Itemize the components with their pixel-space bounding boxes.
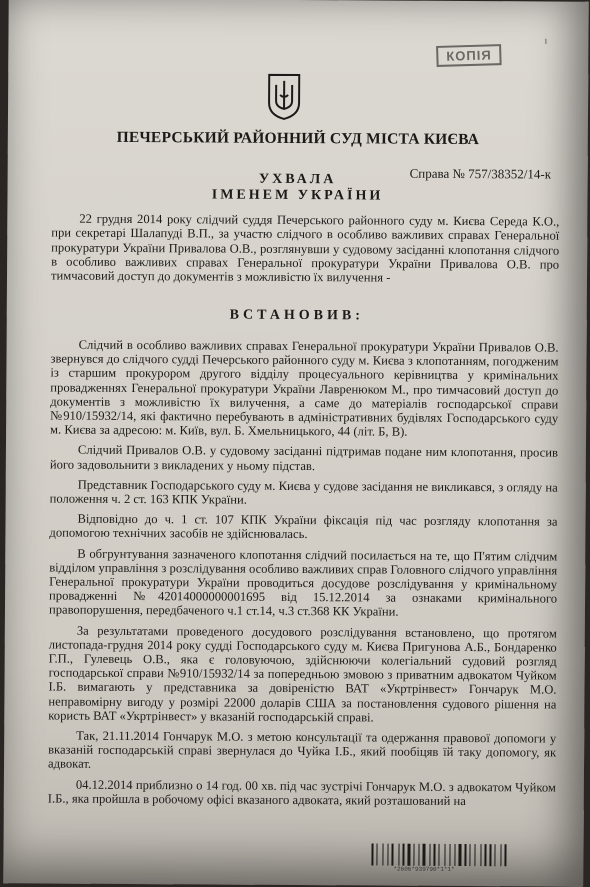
court-name: ПЕЧЕРСЬКИЙ РАЙОННИЙ СУД МІСТА КИЄВА xyxy=(116,128,480,149)
barcode-bar xyxy=(449,844,450,866)
ruling-subtitle: ІМЕНЕМ УКРАЇНИ xyxy=(211,187,384,204)
barcode-bar xyxy=(378,844,381,866)
barcode-bar xyxy=(387,844,388,866)
barcode-bar xyxy=(411,844,412,866)
barcode-bar xyxy=(389,844,390,866)
barcode-bar xyxy=(492,844,493,866)
document-page xyxy=(3,0,588,887)
barcode-bar xyxy=(436,844,437,866)
barcode-bar xyxy=(469,844,470,866)
barcode-bar xyxy=(433,844,435,866)
barcode-bar xyxy=(446,844,448,866)
barcode-bar xyxy=(415,844,417,866)
barcode-bar xyxy=(438,844,439,866)
established-heading: ВСТАНОВИВ: xyxy=(229,307,364,324)
intro-paragraph xyxy=(51,212,559,287)
ruling-body xyxy=(48,337,559,814)
body-paragraph: В обгрунтування зазначеного клопотання слідчий посилається на те, що П'ятим слідчим відділом управління з розслідування особливо важливих справ Головного слідчого управління Генеральної прокуратури України проводиться досудове розслідування у кримінальному провадженні №42014000000001695 від 15.12.2014 за ознаками кримінального правопорушення, передбаченого ч.1 ст.14, ч.3 ст.368 КК України. xyxy=(48,546,558,620)
barcode-bar xyxy=(418,844,419,866)
body-paragraph: Слідчий в особливо важливих справах Генеральної прокуратури України Привалов О.В. звернувся до слідчого судді Печерського районного суду м. Києва з клопотанням, погодженим із старшим прокурором другого відділу процесуального керівництва у кримінальних провадженнях Генеральної прокуратури України Лавренюком М., про тимчасовий доступ до документів з можливістю їх вилучення, а саме до матеріалів господарської справи №910/15932/14, які фактично перебувають в адміністративних будівлях Господарського суду м. Києва за адресою: м. Київ, вул. Б. Хмельницького, 44 (літ. Б, В). xyxy=(50,337,559,439)
barcode-bar xyxy=(500,844,501,866)
barcode-bar xyxy=(467,844,468,866)
barcode-bar xyxy=(374,843,375,865)
barcode-bar xyxy=(464,844,466,866)
barcode-bar xyxy=(474,844,475,866)
barcode-bar xyxy=(484,844,486,866)
barcode xyxy=(371,843,551,866)
corner-mark: ı xyxy=(544,35,548,47)
barcode-bar xyxy=(451,844,453,866)
barcode-number: *2606*939790*1*1* xyxy=(393,865,455,873)
body-paragraph: Представник Господарського суду м. Києва у судове засідання не викликався, з огляду на положення ч. 2 ст. 163 КПК України. xyxy=(49,477,558,507)
barcode-bar xyxy=(394,844,397,866)
ruling-title: УХВАЛА xyxy=(258,171,337,188)
barcode-bar xyxy=(405,844,406,866)
barcode-bar xyxy=(420,844,421,866)
body-paragraph: 04.12.2014 приблизно о 14 год. 00 хв. під час зустрічі Гончарук М.О. з адвокатом Чуйком І.Б., яка пройшла в робочому офісі вказаного адвоката, який розташований на xyxy=(47,777,556,808)
barcode-bar xyxy=(471,844,473,866)
barcode-bar xyxy=(444,844,445,866)
barcode-bar xyxy=(496,844,499,866)
barcode-bar xyxy=(402,844,404,866)
barcode-bar xyxy=(429,844,430,866)
barcode-bar xyxy=(489,844,491,866)
barcode-bar xyxy=(382,844,383,866)
barcode-bar xyxy=(456,844,457,866)
intro-text: 22 грудня 2014 року слідчий суддя Печерського районного суду м. Києва Середа К.О., при секретарі Шалапуді В.П., за участю слідчого в особливо важливих справах Генеральної прокуратури України Привалова О.В., розглянувши у судовому засіданні клопотання слідчого в особливо важливих справах Генеральної прокуратури України Привалова О.В. про тимчасовий доступ до документів з можливістю їх вилучення - xyxy=(50,211,560,285)
barcode-bar xyxy=(462,844,463,866)
body-paragraph: Відповідно до ч. 1 ст. 107 КПК України фіксація під час розгляду клопотання за допомогою технічних засобів не здійснювалась. xyxy=(49,511,558,542)
barcode-bar xyxy=(431,844,432,866)
barcode-bar xyxy=(482,844,483,866)
barcode-bar xyxy=(504,844,506,866)
barcode-bar xyxy=(476,844,479,866)
barcode-bar xyxy=(440,844,443,866)
barcode-bar xyxy=(458,844,461,866)
barcode-bar xyxy=(407,844,410,866)
barcode-bar xyxy=(487,844,488,866)
barcode-bar xyxy=(480,844,481,866)
barcode-bar xyxy=(398,844,399,866)
barcode-bar xyxy=(376,843,377,865)
barcode-bar xyxy=(454,844,455,866)
copy-stamp: КОПІЯ xyxy=(436,44,502,67)
case-number: Справа № 757/38352/14-к xyxy=(409,165,552,182)
barcode-bar xyxy=(494,844,495,866)
barcode-bar xyxy=(426,844,428,866)
body-paragraph: Слідчий Привалов О.В. у судовому засіданні підтримав подане ним клопотання, просив його задовольнити з викладених у ньому підстав. xyxy=(49,443,558,473)
barcode-bar xyxy=(413,844,414,866)
barcode-bar xyxy=(384,844,386,866)
barcode-bar xyxy=(400,844,401,866)
barcode-bar xyxy=(371,843,373,865)
barcode-bar xyxy=(502,844,503,866)
barcode-bar xyxy=(507,844,508,866)
body-paragraph: Так, 21.11.2014 Гончарук М.О. з метою консультації та одержання правової допомоги у вказаній господарській справі звернулася до Чуйка І.Б., який пообіцяв їй таку допомогу, як адвокат. xyxy=(47,728,557,772)
barcode-bar xyxy=(391,844,393,866)
trident-emblem-icon xyxy=(266,73,302,121)
body-paragraph: За результатами проведеного досудового розслідування встановлено, що протягом листопада-грудня 2014 року судді Господарського суду м. Києва Пригунова А.Б., Бондаренко Г.П., Гулевець О.В., яка є головуючою, здійснюючи колегіальний судовий розгляд господарської справи №910/15932/14 за попередньою змовою з приватним адвокатом Чуйком І.Б. вимагають у представника за довіреністю ВАТ «Укртрінвест» Гончарук М.О. неправомірну вигоду у розмірі 22000 доларів США за постановлення судового рішення на користь ВАТ «Укртрінвест» у вказаній господарській справі. xyxy=(48,623,557,725)
barcode-bar xyxy=(422,844,425,866)
